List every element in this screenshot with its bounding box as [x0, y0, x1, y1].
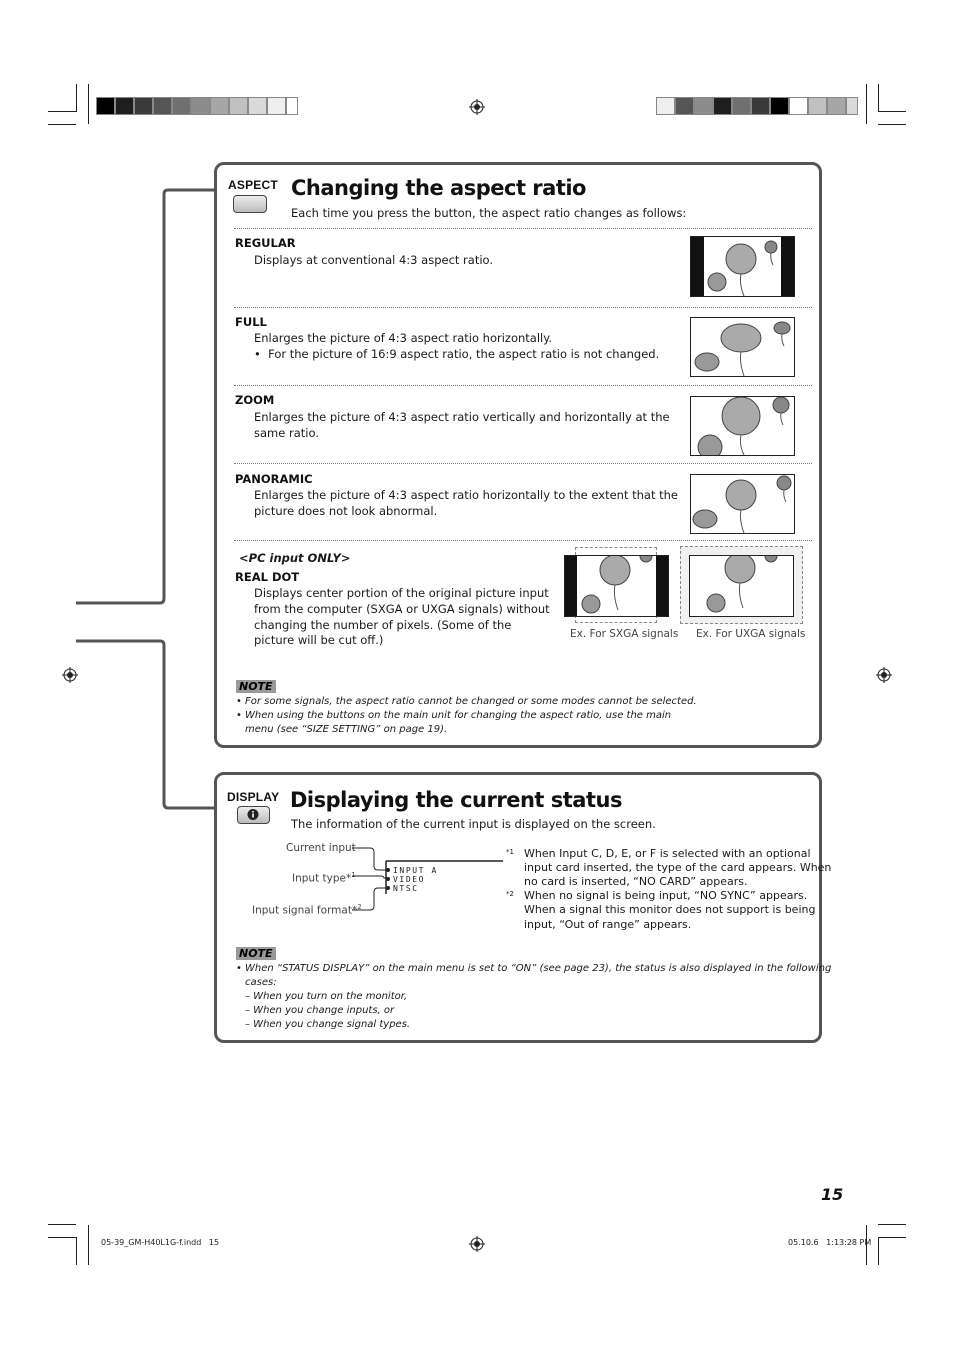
- label-input-format-sup: 2: [357, 903, 362, 911]
- slug-right: 05.10.6 1:13:28 PM: [788, 1238, 872, 1247]
- mode-panoramic-label: PANORAMIC: [235, 472, 313, 486]
- display-note-3: – When you turn on the monitor,: [245, 991, 408, 1002]
- label-input-format-text: Input signal format*: [252, 904, 358, 917]
- regular-thumbnail: [690, 236, 795, 297]
- mode-realdot-desc-4: picture will be cut off.): [254, 633, 384, 647]
- display-note-tag: NOTE: [236, 947, 276, 960]
- mode-regular-desc: Displays at conventional 4:3 aspect ratio.: [254, 253, 494, 267]
- mode-zoom-desc-1: Enlarges the picture of 4:3 aspect ratio vertically and horizontally at the: [254, 410, 670, 424]
- divider: [234, 385, 812, 386]
- label-input-type: [292, 871, 356, 885]
- label-input-format: [252, 903, 362, 917]
- display-note-4: – When you change inputs, or: [245, 1005, 395, 1016]
- aspect-note-2: When using the buttons on the main unit for changing the aspect ratio, use the main: [245, 710, 672, 721]
- footnote-1-mark: *1: [506, 848, 514, 856]
- display-note-bullet: •: [236, 963, 242, 974]
- sxga-caption: Ex. For SXGA signals: [570, 628, 679, 640]
- display-note-5: – When you change signal types.: [245, 1019, 411, 1030]
- aspect-note-tag: NOTE: [236, 680, 276, 693]
- divider: [234, 463, 812, 464]
- panoramic-thumbnail: [690, 474, 795, 534]
- registration-mark-right: [876, 667, 892, 683]
- mode-full-desc: Enlarges the picture of 4:3 aspect ratio horizontally.: [254, 331, 553, 345]
- aspect-title: Changing the aspect ratio: [291, 176, 586, 200]
- divider: [234, 307, 812, 308]
- osd-line-2: VIDEO: [393, 875, 426, 884]
- mode-panoramic-desc-2: picture does not look abnormal.: [254, 504, 438, 518]
- mode-zoom-label: ZOOM: [235, 393, 275, 407]
- aspect-note-1: For some signals, the aspect ratio cannot be changed or some modes cannot be selected.: [245, 696, 697, 707]
- mode-zoom-desc-2: same ratio.: [254, 426, 319, 440]
- registration-mark-bottom: [469, 1236, 485, 1252]
- balloon-illustration: [691, 475, 794, 533]
- mode-panoramic-desc-1: Enlarges the picture of 4:3 aspect ratio horizontally to the extent that the: [254, 488, 679, 502]
- sxga-thumbnail: [564, 555, 669, 617]
- mode-regular-label: REGULAR: [235, 236, 296, 250]
- mode-full-bullet-text: For the picture of 16:9 aspect ratio, the aspect ratio is not changed.: [268, 347, 660, 361]
- aspect-note-bullet-1: •: [236, 696, 242, 707]
- display-note-2: cases:: [245, 977, 277, 988]
- osd-line-3: NTSC: [393, 884, 419, 893]
- zoom-thumbnail: [690, 396, 795, 456]
- balloon-illustration: [691, 397, 794, 455]
- full-thumbnail: [690, 317, 795, 377]
- mode-realdot-label: REAL DOT: [235, 570, 300, 584]
- mode-realdot-desc-2: from the computer (SXGA or UXGA signals) without: [254, 602, 550, 616]
- footnote-2-line-1: When no signal is being input, “NO SYNC” appears.: [524, 889, 808, 902]
- aspect-intro: Each time you press the button, the aspect ratio changes as follows:: [291, 206, 687, 220]
- aspect-note-bullet-2: •: [236, 710, 242, 721]
- mode-realdot-desc-3: changing the number of pixels. (Some of the: [254, 618, 512, 632]
- mode-realdot-desc-1: Displays center portion of the original picture input: [254, 586, 549, 600]
- footnote-1-line-2: input card inserted, the type of the card appears. When: [524, 861, 832, 874]
- aspect-note-3: menu (see “SIZE SETTING” on page 19).: [245, 724, 448, 735]
- balloon-illustration: [691, 237, 794, 296]
- mode-full-label: FULL: [235, 315, 267, 329]
- balloon-illustration: [690, 556, 793, 616]
- divider: [234, 540, 812, 541]
- footnote-2-line-3: input, “Out of range” appears.: [524, 918, 692, 931]
- info-icon: [238, 807, 268, 822]
- footnote-1-line-1: When Input C, D, E, or F is selected with an optional: [524, 847, 811, 860]
- pc-input-only-label: <PC input ONLY>: [239, 551, 351, 565]
- footnote-2-mark: *2: [506, 890, 514, 898]
- balloon-illustration: [691, 318, 794, 376]
- page-number: 15: [821, 1185, 844, 1204]
- display-note-1: When “STATUS DISPLAY” on the main menu is set to “ON” (see page 23), the status is also displayed in the following: [245, 963, 832, 974]
- panel-connector-lines: [70, 185, 220, 815]
- label-input-type-sup: 1: [351, 871, 356, 879]
- footnote-2-line-2: When a signal this monitor does not support is being: [524, 903, 816, 916]
- display-button: [237, 806, 270, 824]
- registration-mark-top: [469, 99, 485, 115]
- label-input-type-text: Input type*: [292, 872, 352, 885]
- divider: [234, 228, 812, 229]
- mode-full-bullet: • For the picture of 16:9 aspect ratio, the aspect ratio is not changed.: [254, 347, 660, 361]
- label-current-input: Current input: [286, 842, 356, 854]
- aspect-key-label: ASPECT: [228, 178, 278, 192]
- status-diagram-lines: [350, 844, 510, 914]
- display-key-label: DISPLAY: [227, 790, 280, 804]
- uxga-thumbnail: [689, 555, 794, 617]
- display-intro: The information of the current input is displayed on the screen.: [291, 817, 656, 831]
- display-title: Displaying the current status: [290, 788, 622, 812]
- balloon-illustration: [565, 556, 668, 616]
- footnote-1-line-3: no card is inserted, “NO CARD” appears.: [524, 875, 748, 888]
- slug-left: 05-39_GM-H40L1G-f.indd 15: [101, 1238, 220, 1247]
- aspect-button-icon: [233, 195, 267, 213]
- uxga-caption: Ex. For UXGA signals: [696, 628, 806, 640]
- osd-line-1: INPUT A: [393, 866, 438, 875]
